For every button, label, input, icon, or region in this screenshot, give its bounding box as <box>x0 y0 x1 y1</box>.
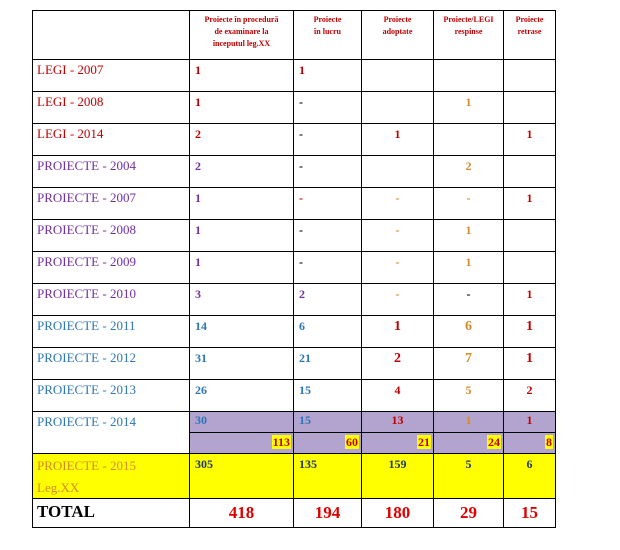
cell-value: 5 <box>465 383 472 397</box>
total-cell <box>294 499 362 528</box>
header-withdrawn <box>504 11 556 60</box>
cell-value: 13 <box>391 413 404 427</box>
cell-value: 5 <box>465 457 472 471</box>
subtotal-cell <box>504 433 556 454</box>
cell-value <box>504 252 555 255</box>
value-cell <box>362 92 434 124</box>
value-cell <box>190 156 294 188</box>
subtotal-cell <box>434 433 504 454</box>
total-value: 418 <box>228 503 255 522</box>
row-label: PROIECTE - 2012 <box>37 350 136 365</box>
row-label-cell <box>33 156 190 188</box>
value-cell <box>362 316 434 348</box>
header-rejected <box>434 11 504 60</box>
table-row <box>33 348 556 380</box>
cell-value: 1 <box>195 95 201 109</box>
cell-value: 1 <box>526 351 533 366</box>
header-line: Proiecte/LEGI <box>443 15 494 24</box>
cell-value <box>362 92 433 95</box>
value-cell <box>294 60 362 92</box>
cell-value <box>362 60 433 63</box>
cell-value: 14 <box>195 319 207 333</box>
value-cell <box>362 412 434 433</box>
header-line: adoptate <box>382 27 413 36</box>
header-line: Proiecte în procedură <box>204 15 279 24</box>
cell-value: 1 <box>394 319 401 334</box>
row-label: PROIECTE - 2013 <box>37 382 136 397</box>
total-row <box>33 499 556 528</box>
cell-value: 1 <box>465 413 472 427</box>
cell-value: - <box>395 287 400 301</box>
total-cell <box>362 499 434 528</box>
cell-value: - <box>466 287 471 301</box>
value-cell <box>434 348 504 380</box>
value-cell <box>362 284 434 316</box>
row-label-cell <box>33 412 190 454</box>
value-cell <box>504 348 556 380</box>
value-cell <box>504 284 556 316</box>
cell-value: 6 <box>526 457 533 471</box>
cell-value: - <box>466 191 471 205</box>
cell-value: 31 <box>195 351 207 365</box>
table-row <box>33 188 556 220</box>
row-label: LEGI - 2008 <box>37 94 104 109</box>
cell-value: 1 <box>526 413 533 427</box>
value-cell <box>362 124 434 156</box>
row-label-cell <box>33 316 190 348</box>
total-value: 180 <box>384 503 411 522</box>
row-label-cell <box>33 92 190 124</box>
table-row <box>33 220 556 252</box>
row-label: PROIECTE - 2014 <box>37 414 136 429</box>
subtotal-cell <box>362 433 434 454</box>
cell-value: - <box>395 191 400 205</box>
value-cell <box>294 316 362 348</box>
subtotal-wrap <box>504 433 555 453</box>
value-cell <box>294 92 362 124</box>
cell-value: 7 <box>465 351 472 366</box>
value-cell <box>504 412 556 433</box>
cell-value: 1 <box>526 127 533 141</box>
table-row <box>33 156 556 188</box>
cell-value <box>504 60 555 63</box>
row-label-cell <box>33 454 190 499</box>
cell-value: 6 <box>299 319 305 333</box>
cell-value: - <box>395 255 400 269</box>
cell-value: - <box>299 223 303 237</box>
cell-value: 1 <box>195 63 201 77</box>
total-cell <box>190 499 294 528</box>
value-cell <box>294 412 362 433</box>
value-cell <box>504 188 556 220</box>
value-cell <box>294 348 362 380</box>
value-cell <box>504 316 556 348</box>
value-cell <box>362 156 434 188</box>
header-line: începutul leg.XX <box>212 39 271 48</box>
value-cell <box>504 220 556 252</box>
value-cell <box>504 124 556 156</box>
row-label: PROIECTE - 2009 <box>37 254 136 269</box>
cell-value: - <box>299 95 303 109</box>
header-line: Proiecte <box>383 15 412 24</box>
header-adopted <box>362 11 434 60</box>
value-cell <box>504 454 556 499</box>
cell-value: 15 <box>299 383 311 397</box>
row-label: PROIECTE - 2007 <box>37 190 136 205</box>
value-cell <box>190 454 294 499</box>
cell-value: 159 <box>388 457 407 471</box>
table-row <box>33 92 556 124</box>
row-label-cell <box>33 252 190 284</box>
cell-value: - <box>395 223 400 237</box>
value-cell <box>294 252 362 284</box>
subtotal-value: 24 <box>488 435 500 449</box>
cell-value: 1 <box>465 223 472 237</box>
value-cell <box>434 252 504 284</box>
table-row <box>33 284 556 316</box>
table-row <box>33 60 556 92</box>
value-cell <box>362 188 434 220</box>
cell-value: 2 <box>299 287 305 301</box>
cell-value: 2 <box>465 159 472 173</box>
value-cell <box>190 124 294 156</box>
total-label-cell <box>33 499 190 528</box>
table-row-2015 <box>33 454 556 499</box>
header-line: retrase <box>517 27 542 36</box>
value-cell <box>190 188 294 220</box>
row-label: LEGI - 2007 <box>37 62 104 77</box>
cell-value: 1 <box>465 95 472 109</box>
value-cell <box>362 220 434 252</box>
value-cell <box>294 220 362 252</box>
row-label-cell <box>33 220 190 252</box>
cell-value: 15 <box>299 413 311 427</box>
cell-value: 1 <box>195 223 201 237</box>
table-row <box>33 380 556 412</box>
value-cell <box>434 92 504 124</box>
value-cell <box>190 316 294 348</box>
header-line: respinse <box>454 27 483 36</box>
value-cell <box>434 380 504 412</box>
value-cell <box>190 60 294 92</box>
cell-value: 2 <box>195 159 201 173</box>
value-cell <box>504 252 556 284</box>
row-sublabel: Leg.XX <box>37 480 80 495</box>
value-cell <box>294 156 362 188</box>
subtotal-cell <box>190 433 294 454</box>
cell-value: 1 <box>526 287 533 301</box>
header-in-work <box>294 11 362 60</box>
row-label: PROIECTE - 2008 <box>37 222 136 237</box>
value-cell <box>294 454 362 499</box>
subtotal-wrap <box>294 433 361 453</box>
row-label-cell <box>33 60 190 92</box>
cell-value <box>362 156 433 159</box>
cell-value: 1 <box>195 255 201 269</box>
cell-value: 1 <box>526 191 533 205</box>
value-cell <box>190 284 294 316</box>
header-row <box>33 11 556 60</box>
value-cell <box>434 220 504 252</box>
header-corner <box>33 11 190 60</box>
subtotal-wrap <box>190 433 293 453</box>
cell-value: 3 <box>195 287 201 301</box>
cell-value <box>504 92 555 95</box>
value-cell <box>434 454 504 499</box>
row-label-cell <box>33 348 190 380</box>
value-cell <box>434 124 504 156</box>
subtotal-value: 113 <box>272 435 290 449</box>
subtotal-wrap <box>434 433 503 453</box>
table-row <box>33 124 556 156</box>
cell-value: 1 <box>465 255 472 269</box>
header-line: Proiecte <box>313 15 342 24</box>
total-cell <box>434 499 504 528</box>
subtotal-cell <box>294 433 362 454</box>
table-row <box>33 316 556 348</box>
value-cell <box>362 348 434 380</box>
value-cell <box>434 156 504 188</box>
subtotal-wrap <box>362 433 433 453</box>
value-cell <box>362 380 434 412</box>
value-cell <box>504 380 556 412</box>
total-value: 15 <box>521 503 538 522</box>
cell-value: 305 <box>195 457 213 471</box>
cell-value: - <box>299 159 303 173</box>
cell-value: 1 <box>299 63 305 77</box>
cell-value: 2 <box>526 383 533 397</box>
cell-value: 6 <box>465 319 472 334</box>
cell-value: 1 <box>394 127 401 141</box>
table-row-2014 <box>33 412 556 433</box>
cell-value: 135 <box>299 457 317 471</box>
row-label: PROIECTE - 2004 <box>37 158 136 173</box>
value-cell <box>362 252 434 284</box>
cell-value: - <box>299 127 303 141</box>
subtotal-value: 21 <box>418 435 430 449</box>
value-cell <box>190 252 294 284</box>
row-label: PROIECTE - 2010 <box>37 286 136 301</box>
header-in-procedure <box>190 11 294 60</box>
value-cell <box>294 284 362 316</box>
row-label-cell <box>33 124 190 156</box>
value-cell <box>362 60 434 92</box>
cell-value <box>504 156 555 159</box>
cell-value: 1 <box>526 319 533 334</box>
cell-value <box>434 60 503 63</box>
value-cell <box>434 188 504 220</box>
row-label: PROIECTE - 2015 <box>37 458 136 473</box>
cell-value: - <box>299 255 303 269</box>
cell-value: - <box>299 191 303 205</box>
value-cell <box>434 316 504 348</box>
row-label-cell <box>33 284 190 316</box>
total-value: 29 <box>460 503 477 522</box>
value-cell <box>190 220 294 252</box>
total-value: 194 <box>314 503 341 522</box>
cell-value: 2 <box>394 351 401 366</box>
value-cell <box>294 380 362 412</box>
cell-value: 1 <box>195 191 201 205</box>
value-cell <box>504 60 556 92</box>
cell-value <box>434 124 503 127</box>
value-cell <box>190 92 294 124</box>
cell-value: 30 <box>195 413 207 427</box>
header-line: Proiecte <box>515 15 544 24</box>
value-cell <box>504 156 556 188</box>
value-cell <box>504 92 556 124</box>
total-cell <box>504 499 556 528</box>
value-cell <box>434 412 504 433</box>
value-cell <box>294 124 362 156</box>
value-cell <box>190 348 294 380</box>
row-label: LEGI - 2014 <box>37 126 104 141</box>
header-line: în lucru <box>314 27 341 36</box>
row-label: PROIECTE - 2011 <box>37 318 136 333</box>
cell-value <box>504 220 555 223</box>
value-cell <box>434 284 504 316</box>
header-line: de examinare la <box>214 27 269 36</box>
table-row <box>33 252 556 284</box>
cell-value: 26 <box>195 383 207 397</box>
cell-value: 21 <box>299 351 311 365</box>
value-cell <box>294 188 362 220</box>
value-cell <box>434 60 504 92</box>
subtotal-value: 8 <box>546 435 552 449</box>
total-label: TOTAL <box>37 502 95 521</box>
value-cell <box>190 412 294 433</box>
row-label-cell <box>33 380 190 412</box>
cell-value: 2 <box>195 127 201 141</box>
value-cell <box>190 380 294 412</box>
row-label-cell <box>33 188 190 220</box>
cell-value: 4 <box>394 383 401 397</box>
statistics-table <box>32 10 556 528</box>
subtotal-value: 60 <box>346 435 358 449</box>
value-cell <box>362 454 434 499</box>
